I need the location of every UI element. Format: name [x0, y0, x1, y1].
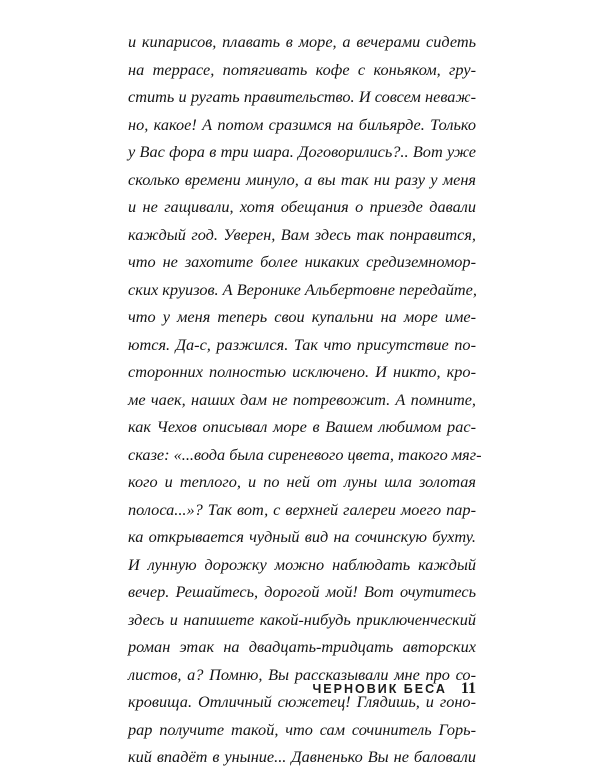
text-line: вечер. Решайтесь, дорогой мой! Вот очутитесь: [128, 582, 476, 601]
text-line: каждый год. Уверен, Вам здесь так понравится,: [128, 224, 476, 244]
text-line: И лунную дорожку можно наблюдать каждый: [128, 554, 476, 574]
text-line: как Чехов описывал море в Вашем любимом рас-: [128, 417, 476, 436]
text-line: на террасе, потягивать кофе с коньяком, гру-: [128, 59, 476, 79]
text-line: что не захотите более никаких средиземномор-: [128, 252, 476, 271]
text-line: сторонних полностью исключено. И никто, кро-: [128, 362, 476, 381]
page-footer: [128, 680, 476, 704]
text-line: листов, а? Помню, Вы рассказывали мне про со-: [128, 664, 476, 684]
running-title: ЧЕРНОВИК БЕСА: [312, 682, 447, 696]
text-line: что у меня теперь свои купальни на море име-: [128, 307, 476, 326]
text-line: рар получите такой, что сам сочинитель Горь-: [128, 719, 476, 739]
text-line: кого и теплого, и по ней от луны шла золотая: [128, 472, 476, 491]
text-line: полоса...»? Так вот, с верхней галереи моего пар-: [128, 499, 476, 519]
text-line: здесь и напишете какой-нибудь приключенческий: [128, 609, 476, 629]
text-line: кровища. Отличный сюжетец! Глядишь, и гоно-: [128, 692, 476, 711]
text-line: ских круизов. А Веронике Альбертовне передайте,: [128, 279, 477, 299]
text-line: роман этак на двадцать-тридцать авторских: [128, 637, 476, 656]
text-line: но, какое! А потом сразимся на бильярде. Только: [128, 114, 476, 134]
page-number: 11: [460, 680, 476, 697]
text-line: ка открывается чудный вид на сочинскую бухту.: [128, 527, 476, 546]
text-line: стить и ругать правительство. И совсем неваж-: [128, 87, 476, 106]
text-line: и кипарисов, плавать в море, а вечерами сидеть: [128, 32, 476, 51]
text-line: сказе: «...вода была сиреневого цвета, такого мяг-: [128, 444, 482, 464]
body-text: [128, 28, 482, 771]
text-line: у Вас фора в три шара. Договорились?.. Вот уже: [128, 142, 476, 161]
text-line: сколько времени минуло, а вы так ни разу у меня: [128, 169, 476, 189]
text-line: ме чаек, наших дам не потревожит. А помните,: [128, 389, 476, 409]
text-line: ются. Да-с, разжился. Так что присутствие по-: [128, 334, 476, 354]
text-line: и не гащивали, хотя обещания о приезде давали: [128, 197, 476, 216]
text-line: кий впадёт в уныние... Давненько Вы не баловали: [128, 747, 476, 766]
